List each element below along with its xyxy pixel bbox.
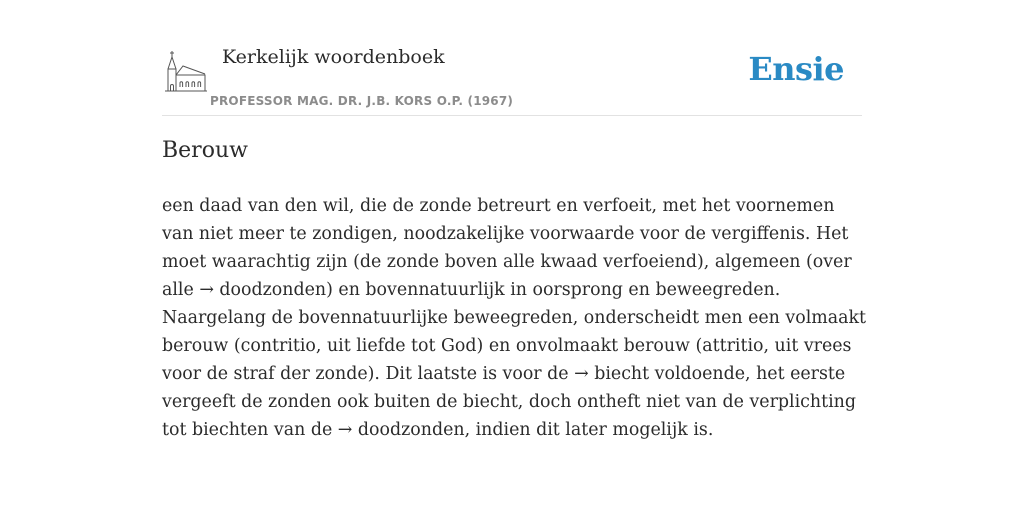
dictionary-title: Kerkelijk woordenboek: [222, 46, 445, 68]
definition-text: doodzonden, indien dit later mogelijk is.: [357, 420, 714, 440]
church-icon: [165, 49, 207, 95]
ensie-logo-link[interactable]: Ensie: [748, 50, 844, 88]
definition-text: doodzonden) en bovennatuurlijk in oorsprong en beweegreden. Naargelang de bovennatuurlijke beweegreden, onderscheidt men een volmaakt berouw (contritio, uit liefde tot God) en onvolmaakt berouw (attritio, uit vrees voor de straf der zonde). Dit laatste is voor de: [162, 280, 867, 384]
definition-text: biecht voldoende, het eerste vergeeft de zonden ook buiten de biecht, doch ontheft niet van de verplichting tot biechten van de: [162, 364, 856, 440]
definition-text: een daad van den wil, die de zonde betreurt en verfoeit, met het voornemen van niet meer te zondigen, noodzakelijke voorwaarde voor de vergiffenis. Het moet waarachtig zijn (de zonde boven alle kwaad verfoeiend), algemeen (over alle: [162, 196, 852, 300]
entry-definition: [162, 192, 867, 444]
header: [162, 40, 862, 116]
entry-title: Berouw: [162, 138, 248, 163]
xref-arrow-link[interactable]: →: [337, 420, 353, 440]
xref-arrow-link[interactable]: →: [199, 280, 214, 300]
dictionary-author: PROFESSOR MAG. DR. J.B. KORS O.P. (1967): [210, 94, 514, 108]
xref-arrow-link[interactable]: →: [574, 364, 589, 384]
